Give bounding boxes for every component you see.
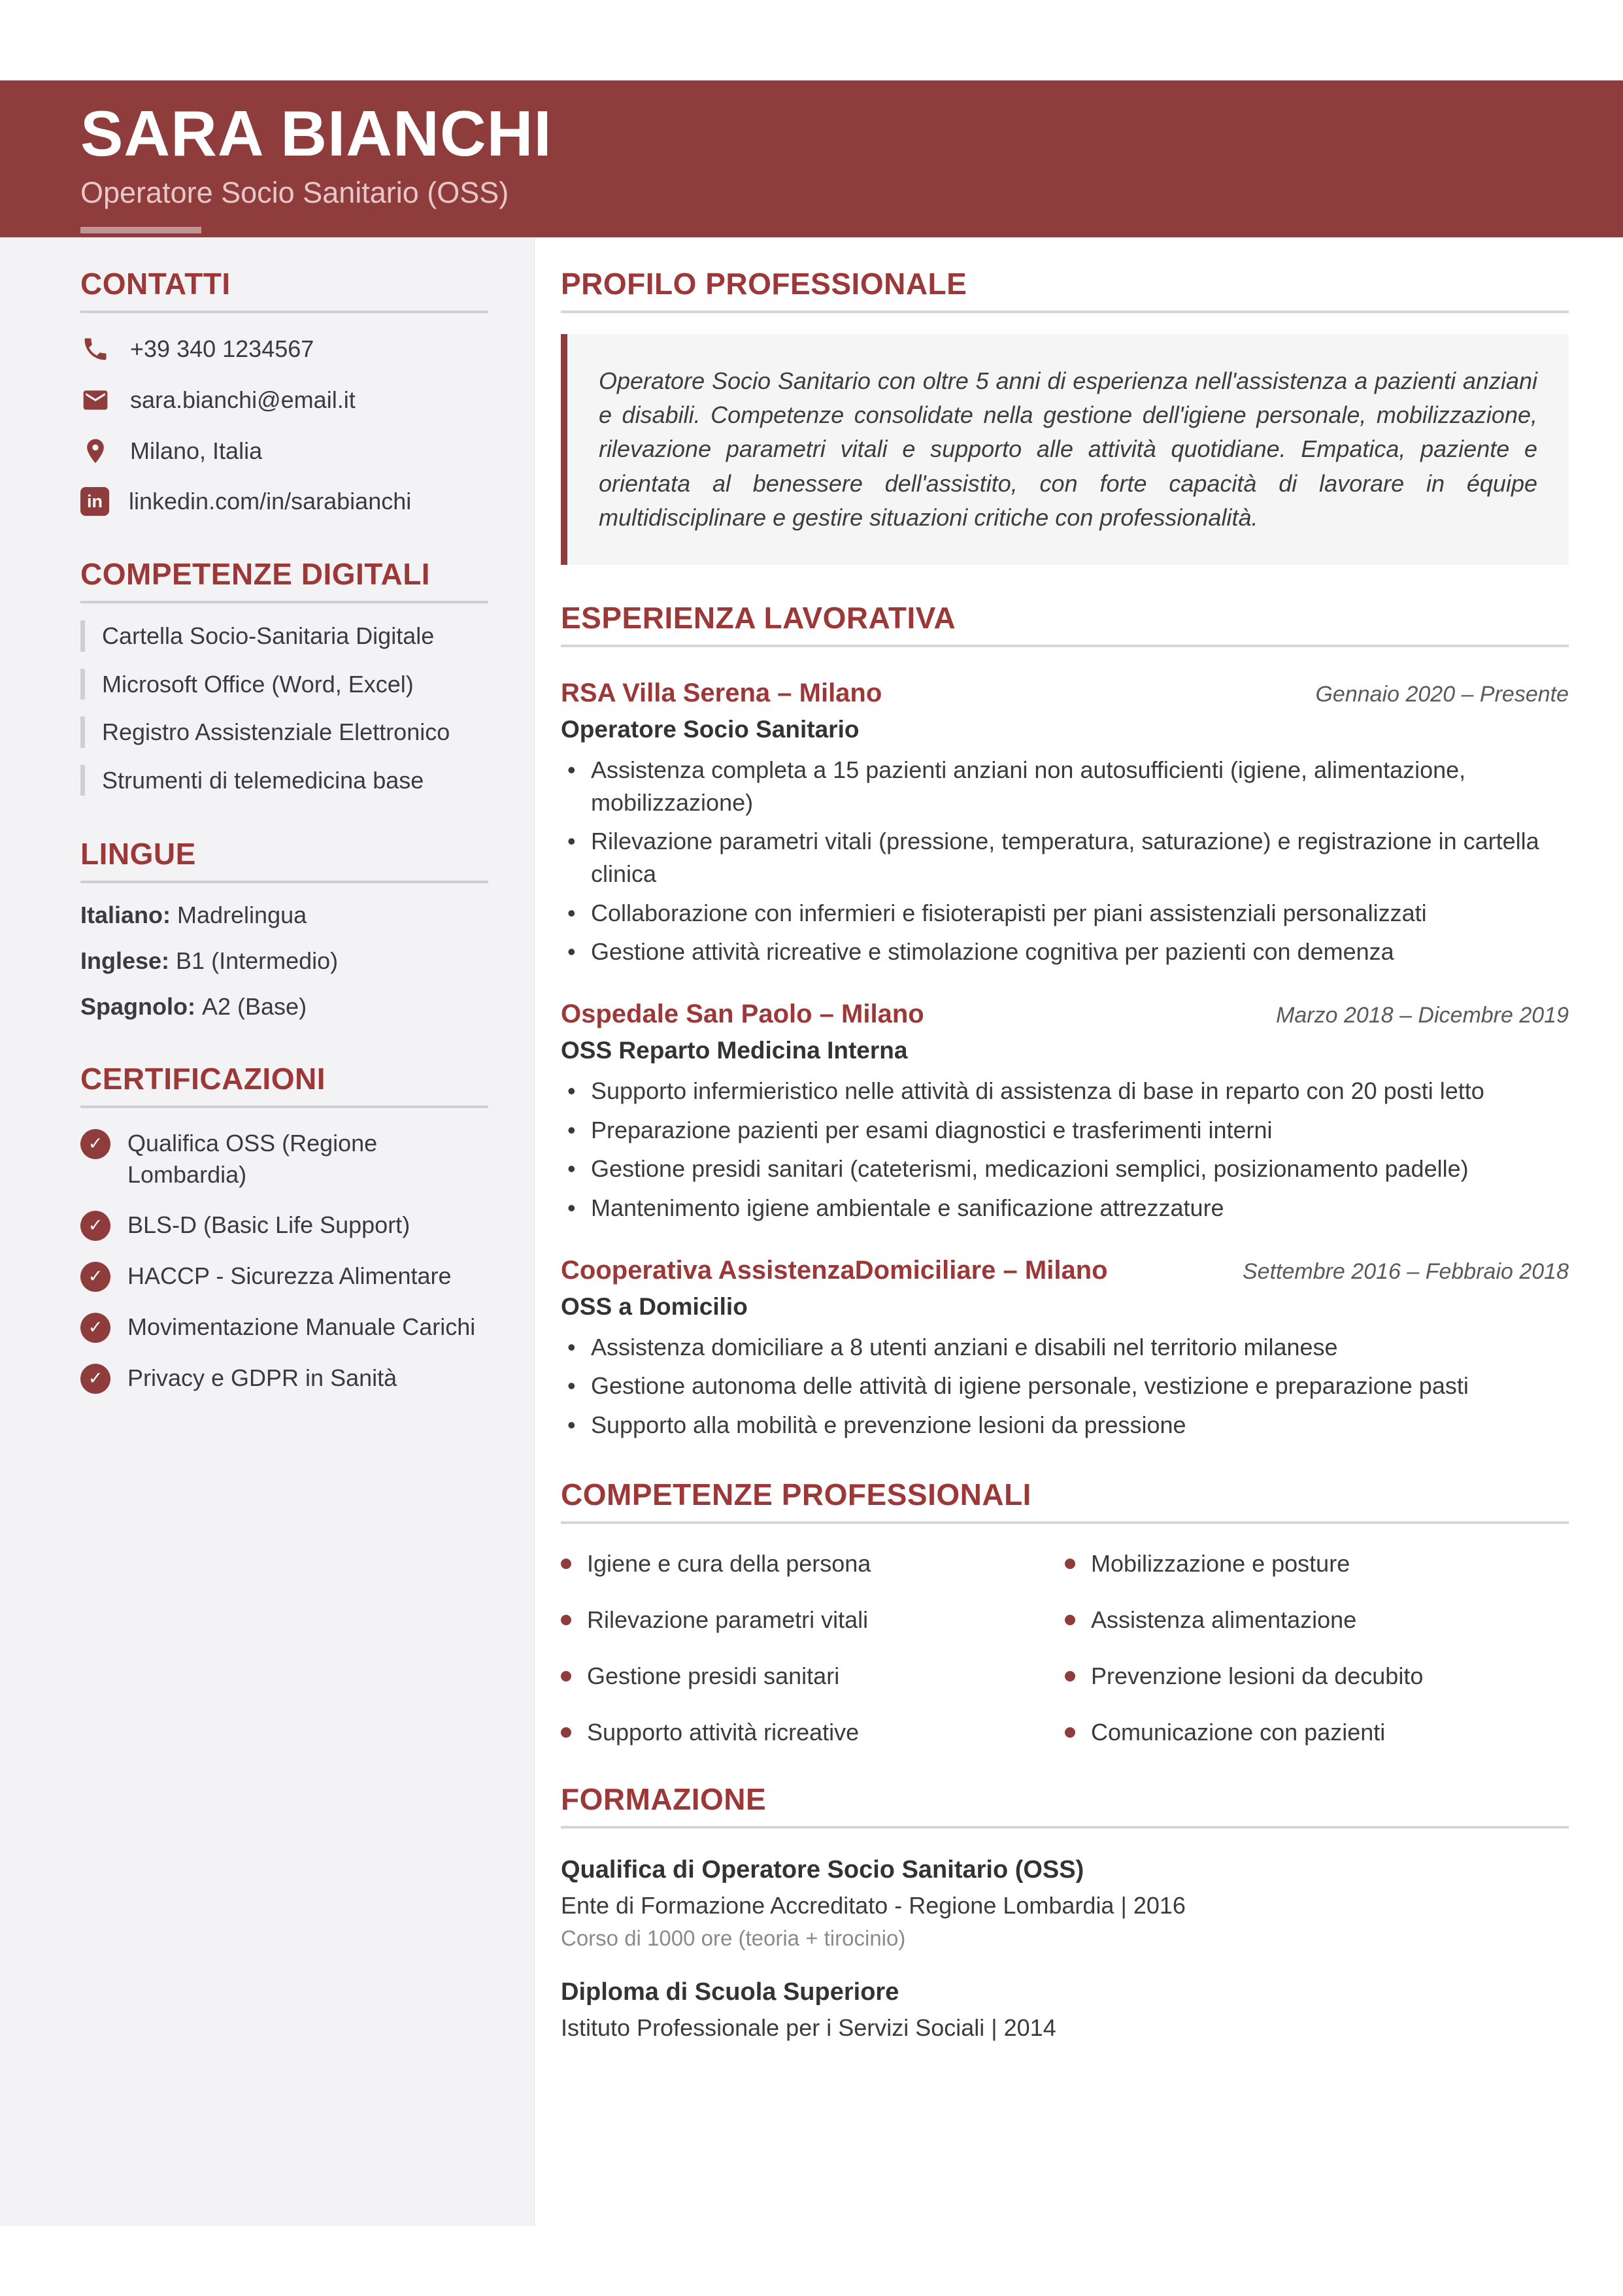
skill-text: Assistenza alimentazione: [1091, 1606, 1357, 1633]
job-bullet: • Collaborazione con infermieri e fisioterapisti per piani assistenziali personalizzati: [561, 897, 1569, 930]
header-accent-rule: [80, 227, 201, 233]
lingue-heading: LINGUE: [80, 837, 196, 871]
competenze-professionali-heading: COMPETENZE PROFESSIONALI: [561, 1477, 1031, 1511]
bullet-dot-icon: [561, 1727, 571, 1738]
language-name: Inglese:: [80, 947, 170, 975]
main-column: [535, 237, 1623, 2226]
job-period: Gennaio 2020 – Presente: [1315, 681, 1569, 707]
header-band: [0, 80, 1623, 237]
digital-skill-item: Microsoft Office (Word, Excel): [80, 669, 488, 700]
bullet-dot-icon: [1065, 1727, 1075, 1738]
job-bullet: • Supporto infermieristico nelle attività di assistenza di base in reparto con 20 posti letto: [561, 1075, 1569, 1107]
bullet-dot-icon: [561, 1671, 571, 1681]
skill-item: [561, 1606, 1065, 1634]
skills-grid: [561, 1550, 1569, 1746]
check-circle-icon: ✓: [80, 1211, 110, 1241]
skill-text: Rilevazione parametri vitali: [587, 1606, 869, 1633]
section-esperienza: [561, 600, 1569, 1442]
body-columns: [0, 237, 1623, 2226]
job-role: OSS Reparto Medicina Interna: [561, 1036, 908, 1064]
check-circle-icon: ✓: [80, 1364, 110, 1394]
check-circle-icon: ✓: [80, 1313, 110, 1343]
section-competenze-professionali: [561, 1479, 1569, 1746]
contatti-heading: CONTATTI: [80, 267, 231, 301]
section-divider: [80, 1106, 488, 1108]
page-top-margin: [0, 0, 1623, 80]
job-bullet: • Preparazione pazienti per esami diagnostici e trasferimenti interni: [561, 1114, 1569, 1147]
education-title: Qualifica di Operatore Socio Sanitario (OSS): [561, 1855, 1084, 1883]
skill-text: Gestione presidi sanitari: [587, 1662, 840, 1689]
profilo-heading: PROFILO PROFESSIONALE: [561, 267, 967, 301]
skill-item: [1065, 1719, 1569, 1746]
job-company: RSA Villa Serena – Milano: [561, 678, 882, 707]
skill-text: Comunicazione con pazienti: [1091, 1718, 1386, 1746]
job-entry: [561, 679, 1569, 968]
education-institution: Istituto Professionale per i Servizi Sociali | 2014: [561, 2014, 1056, 2041]
education-institution: Ente di Formazione Accreditato - Regione Lombardia | 2016: [561, 1891, 1186, 1919]
skill-text: Igiene e cura della persona: [587, 1549, 871, 1577]
section-divider: [80, 601, 488, 603]
location-icon: [80, 436, 110, 466]
section-divider: [80, 311, 488, 313]
job-header: [561, 1256, 1569, 1285]
job-bullet: • Mantenimento igiene ambientale e sanificazione attrezzature: [561, 1192, 1569, 1224]
skill-item: [561, 1663, 1065, 1690]
job-bullet: • Assistenza domiciliare a 8 utenti anziani e disabili nel territorio milanese: [561, 1331, 1569, 1364]
section-divider: [561, 1521, 1569, 1524]
certification-text: Movimentazione Manuale Carichi: [127, 1313, 476, 1341]
job-company: Ospedale San Paolo – Milano: [561, 999, 924, 1028]
sidebar: [0, 237, 535, 2226]
job-bullet-list: [561, 1331, 1569, 1442]
certification-text: BLS-D (Basic Life Support): [127, 1211, 410, 1239]
job-period: Settembre 2016 – Febbraio 2018: [1242, 1258, 1569, 1284]
check-circle-icon: ✓: [80, 1129, 110, 1159]
skill-text: Prevenzione lesioni da decubito: [1091, 1662, 1424, 1689]
job-bullet: • Gestione autonoma delle attività di igiene personale, vestizione e preparazione pasti: [561, 1370, 1569, 1402]
contact-row-linkedin: [80, 487, 488, 516]
job-entry: [561, 1000, 1569, 1224]
skill-item: [561, 1550, 1065, 1578]
bullet-dot-icon: [561, 1559, 571, 1569]
bullet-dot-icon: [1065, 1559, 1075, 1569]
certification-text: Privacy e GDPR in Sanità: [127, 1364, 397, 1392]
person-job-title: Operatore Socio Sanitario (OSS): [80, 176, 509, 210]
section-lingue: [80, 839, 488, 1021]
contact-location-text: Milano, Italia: [130, 437, 263, 464]
bullet-dot-icon: [1065, 1671, 1075, 1681]
job-bullet: • Gestione attività ricreative e stimolazione cognitiva per pazienti con demenza: [561, 936, 1569, 968]
job-bullet-list: [561, 1075, 1569, 1224]
job-entry: [561, 1256, 1569, 1442]
digital-skill-item: Strumenti di telemedicina base: [80, 765, 488, 796]
job-company: Cooperativa AssistenzaDomiciliare – Milano: [561, 1255, 1108, 1285]
check-circle-icon: ✓: [80, 1262, 110, 1292]
esperienza-heading: ESPERIENZA LAVORATIVA: [561, 600, 956, 635]
person-name: SARA BIANCHI: [80, 97, 552, 169]
education-title: Diploma di Scuola Superiore: [561, 1978, 899, 2006]
profile-summary: Operatore Socio Sanitario con oltre 5 anni di esperienza nell'assistenza a pazienti anziani e disabili. Competenze consolidate nella gestione dell'igiene personale, mobilizzazione, rilevazione parametri vitali e supporto alle attività quotidiane. Empatica, paziente e orientata al benessere dell'assistito, con forte capacità di lavorare in équipe multidisciplinare e gestire situazioni critiche con professionalità.: [561, 334, 1569, 565]
language-row: [80, 947, 488, 975]
job-bullet-list: [561, 754, 1569, 968]
contact-phone-text: +39 340 1234567: [130, 335, 314, 362]
section-divider: [561, 311, 1569, 313]
job-role: OSS a Domicilio: [561, 1292, 748, 1320]
contact-row-location: [80, 436, 488, 466]
education-entry: [561, 1978, 1569, 2042]
contact-email-text: sara.bianchi@email.it: [130, 386, 356, 413]
job-header: [561, 679, 1569, 708]
skill-text: Mobilizzazione e posture: [1091, 1549, 1350, 1577]
job-header: [561, 1000, 1569, 1029]
contact-row-email: [80, 385, 488, 415]
language-row: [80, 993, 488, 1021]
language-level: Madrelingua: [177, 902, 307, 929]
education-entry: [561, 1856, 1569, 1951]
contact-row-phone: [80, 334, 488, 364]
language-row: [80, 902, 488, 929]
education-note: Corso di 1000 ore (teoria + tirocinio): [561, 1925, 906, 1950]
job-bullet: • Supporto alla mobilità e prevenzione lesioni da pressione: [561, 1409, 1569, 1442]
email-icon: [80, 385, 110, 415]
linkedin-icon: in: [80, 487, 109, 516]
certificazioni-heading: CERTIFICAZIONI: [80, 1062, 326, 1096]
certification-item: [80, 1260, 488, 1292]
digital-skill-item: Registro Assistenziale Elettronico: [80, 717, 488, 748]
skill-item: [1065, 1550, 1569, 1578]
job-bullet: • Gestione presidi sanitari (cateterismi, medicazioni semplici, posizionamento padelle): [561, 1153, 1569, 1185]
certification-item: [80, 1209, 488, 1241]
bullet-dot-icon: [1065, 1615, 1075, 1625]
skill-item: [1065, 1606, 1569, 1634]
certification-text: HACCP - Sicurezza Alimentare: [127, 1262, 452, 1290]
job-role: Operatore Socio Sanitario: [561, 715, 860, 743]
job-period: Marzo 2018 – Dicembre 2019: [1276, 1002, 1569, 1028]
digital-skill-item: Cartella Socio-Sanitaria Digitale: [80, 620, 488, 652]
language-name: Italiano:: [80, 902, 171, 929]
section-divider: [561, 1826, 1569, 1829]
certification-item: [80, 1311, 488, 1343]
job-bullet: • Assistenza completa a 15 pazienti anziani non autosufficienti (igiene, alimentazione, mobilizzazione): [561, 754, 1569, 819]
section-competenze-digitali: [80, 559, 488, 796]
skill-text: Supporto attività ricreative: [587, 1718, 860, 1746]
contact-linkedin-text: linkedin.com/in/sarabianchi: [129, 488, 412, 515]
language-level: B1 (Intermedio): [176, 947, 339, 975]
section-certificazioni: [80, 1064, 488, 1394]
section-divider: [561, 645, 1569, 647]
formazione-heading: FORMAZIONE: [561, 1781, 767, 1816]
competenze-digitali-heading: COMPETENZE DIGITALI: [80, 557, 431, 591]
section-profilo: [561, 269, 1569, 565]
language-name: Spagnolo:: [80, 993, 195, 1021]
section-divider: [80, 881, 488, 883]
section-formazione: [561, 1781, 1569, 2042]
phone-icon: [80, 334, 110, 364]
section-contatti: [80, 269, 488, 516]
skill-item: [561, 1719, 1065, 1746]
certification-item: [80, 1362, 488, 1394]
certification-item: [80, 1128, 488, 1190]
certification-text: Qualifica OSS (Regione Lombardia): [127, 1130, 378, 1188]
job-bullet: • Rilevazione parametri vitali (pressione, temperatura, saturazione) e registrazione in cartella clinica: [561, 825, 1569, 890]
language-level: A2 (Base): [201, 993, 307, 1021]
bullet-dot-icon: [561, 1615, 571, 1625]
skill-item: [1065, 1663, 1569, 1690]
